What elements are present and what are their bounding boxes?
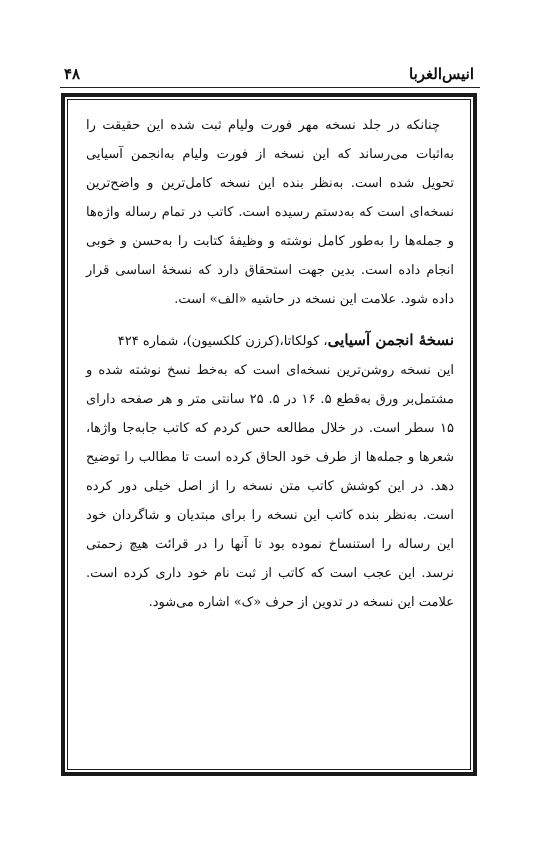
header-rule (60, 87, 480, 88)
manuscript-heading: نسخهٔ انجمن آسیایی (327, 331, 454, 349)
page-number: ۴۸ (64, 65, 81, 83)
paragraph-asiatic-society (86, 326, 454, 617)
manuscript-subheading: ، کولکاتا،(کرزن کلکسیون)، شماره ۴۲۴ (117, 334, 328, 349)
running-header-title: انیس‌الغربا (409, 65, 474, 83)
manuscript-description: این نسخه روشن‌ترین نسخه‌ای است که به‌خط نسخ نوشته شده و مشتمل‌بر ورق به‌قطع ۵. ۱۶ در ۵. ۲۵ سانتی متر و هر صفحه دارای ۱۵ سطر است. در خلال مطالعه حس کردم که کاتب جابه‌جا واژها، شعرها و جمله‌ها از طرف خود الحاق کرده است تا مطالب را توضیح دهد. در این کوشش کاتب متن نسخه را از اصل خیلی دور کرده است. به‌نظر بنده کاتب این نسخه را برای مبتدیان و شاگردان خود این رساله را استنساخ نموده بود تا آنها را در قرائت هیچ زحمتی نرسد. این عجب است که کاتب از ثبت نام خود داری کرده است. علامت این نسخه در تدوین از حرف «ک» اشاره می‌شود. (86, 363, 454, 610)
main-text (86, 111, 454, 617)
paragraph-fort-william: چنانکه در جلد نسخه مهر فورت ولیام ثبت شده این حقیقت را به‌اثبات می‌رساند که این نسخه از فورت ولیام به‌انجمن آسیایی تحویل شده است. به‌نظر بنده این نسخه کامل‌ترین و واضح‌ترین نسخه‌ای است که به‌دستم رسیده است. کاتب در تمام رساله واژه‌ها و جمله‌ها را به‌طور کامل نوشته و وظیفهٔ کتابت را به‌حسن و خوبی انجام داده است. بدین جهت استحقاق دارد که نسخهٔ اساسی قرار داده شود. علامت این نسخه در حاشیه «الف» است. (86, 118, 454, 307)
